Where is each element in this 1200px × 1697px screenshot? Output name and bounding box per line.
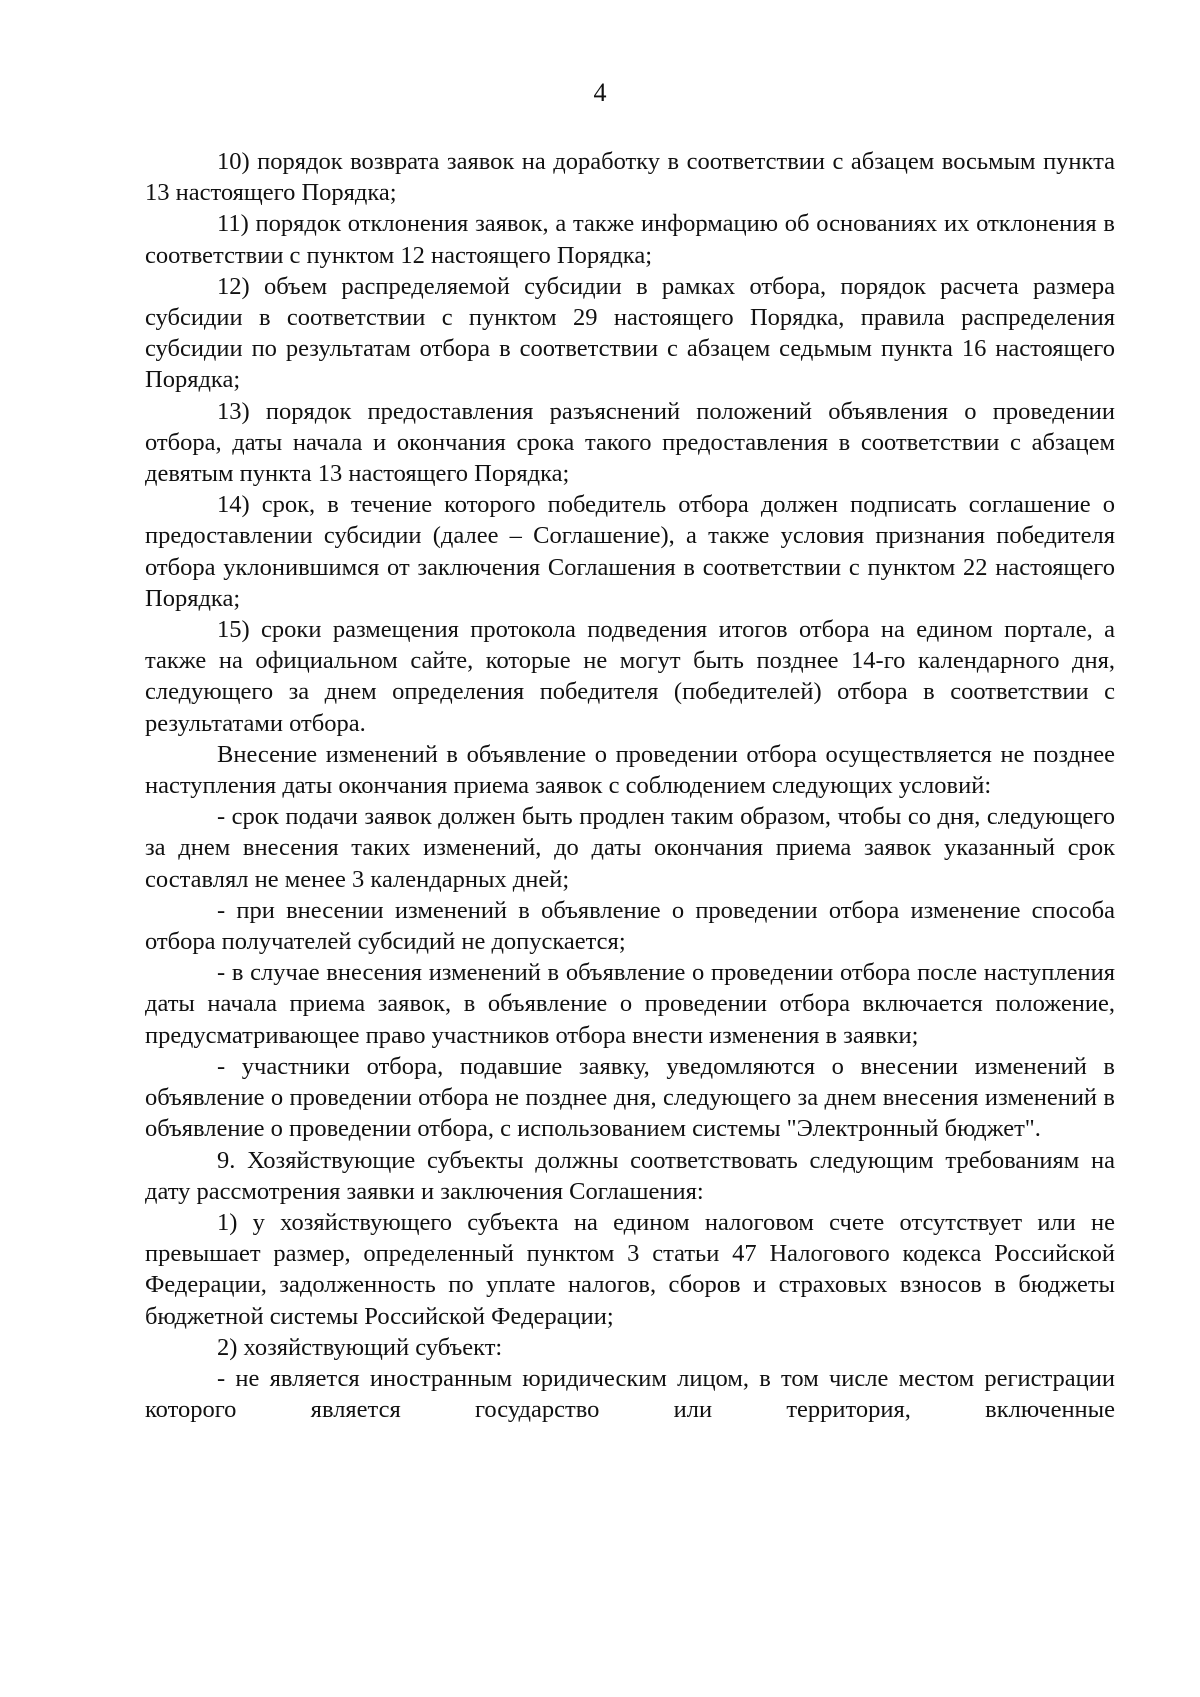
paragraph-item-11: 11) порядок отклонения заявок, а также информацию об основаниях их отклонения в соответствии с пунктом 12 настоящего Порядка; [145, 210, 1115, 269]
document-body [145, 146, 1115, 1425]
paragraph-amendment-condition-changes: - в случае внесения изменений в объявление о проведении отбора после наступления даты начала приема заявок, в объявление о проведении отбора включается положение, предусматривающее право участников отбора внести изменения в заявки; [145, 959, 1115, 1049]
page-number: 4 [593, 78, 607, 107]
paragraph-requirement-2-foreign: - не является иностранным юридическим лицом, в том числе местом регистрации которого является государство или территория, включенные [145, 1364, 1115, 1424]
paragraph-section-9: 9. Хозяйствующие субъекты должны соответствовать следующим требованиям на дату рассмотрения заявки и заключения Соглашения: [145, 1146, 1115, 1205]
paragraph-item-13: 13) порядок предоставления разъяснений положений объявления о проведении отбора, даты начала и окончания срока такого предоставления в соответствии с абзацем девятым пункта 13 настоящего Порядка; [145, 397, 1115, 488]
paragraph-amendment-condition-method: - при внесении изменений в объявление о проведении отбора изменение способа отбора получателей субсидий не допускается; [145, 896, 1115, 956]
paragraph-item-12: 12) объем распределяемой субсидии в рамках отбора, порядок расчета размера субсидии в соответствии с пунктом 29 настоящего Порядка, правила распределения субсидии по результатам отбора в соответствии с абзацем седьмым пункта 16 настоящего Порядка; [145, 272, 1115, 394]
paragraph-requirement-2: 2) хозяйствующий субъект: [217, 1333, 503, 1361]
paragraph-item-15: 15) сроки размещения протокола подведения итогов отбора на едином портале, а также на официальном сайте, которые не могут быть позднее 14-го календарного дня, следующего за днем определения победителя (победителей) отбора в соответствии с результатами отбора. [145, 616, 1115, 737]
paragraph-requirement-1: 1) у хозяйствующего субъекта на едином налоговом счете отсутствует или не превышает размер, определенный пунктом 3 статьи 47 Налогового кодекса Российской Федерации, задолженность по уплате налогов, сборов и страховых взносов в бюджеты бюджетной системы Российской Федерации; [145, 1208, 1115, 1330]
paragraph-amendment-condition-deadline: - срок подачи заявок должен быть продлен таким образом, чтобы со дня, следующего за днем внесения таких изменений, до даты окончания приема заявок указанный срок составлял не менее 3 календарных дней; [145, 803, 1115, 893]
paragraph-amendments-intro: Внесение изменений в объявление о проведении отбора осуществляется не позднее наступления даты окончания приема заявок с соблюдением следующих условий: [145, 740, 1115, 800]
paragraph-item-14: 14) срок, в течение которого победитель отбора должен подписать соглашение о предоставлении субсидии (далее – Соглашение), а также условия признания победителя отбора уклонившимся от заключения Соглашения в соответствии с пунктом 22 настоящего Порядка; [145, 491, 1115, 612]
paragraph-item-10: 10) порядок возврата заявок на доработку в соответствии с абзацем восьмым пункта 13 настоящего Порядка; [145, 148, 1115, 207]
paragraph-amendment-condition-notice: - участники отбора, подавшие заявку, уведомляются о внесении изменений в объявление о проведении отбора не позднее дня, следующего за днем внесения изменений в объявление о проведении отбора, с использованием системы "Электронный бюджет". [145, 1052, 1115, 1143]
